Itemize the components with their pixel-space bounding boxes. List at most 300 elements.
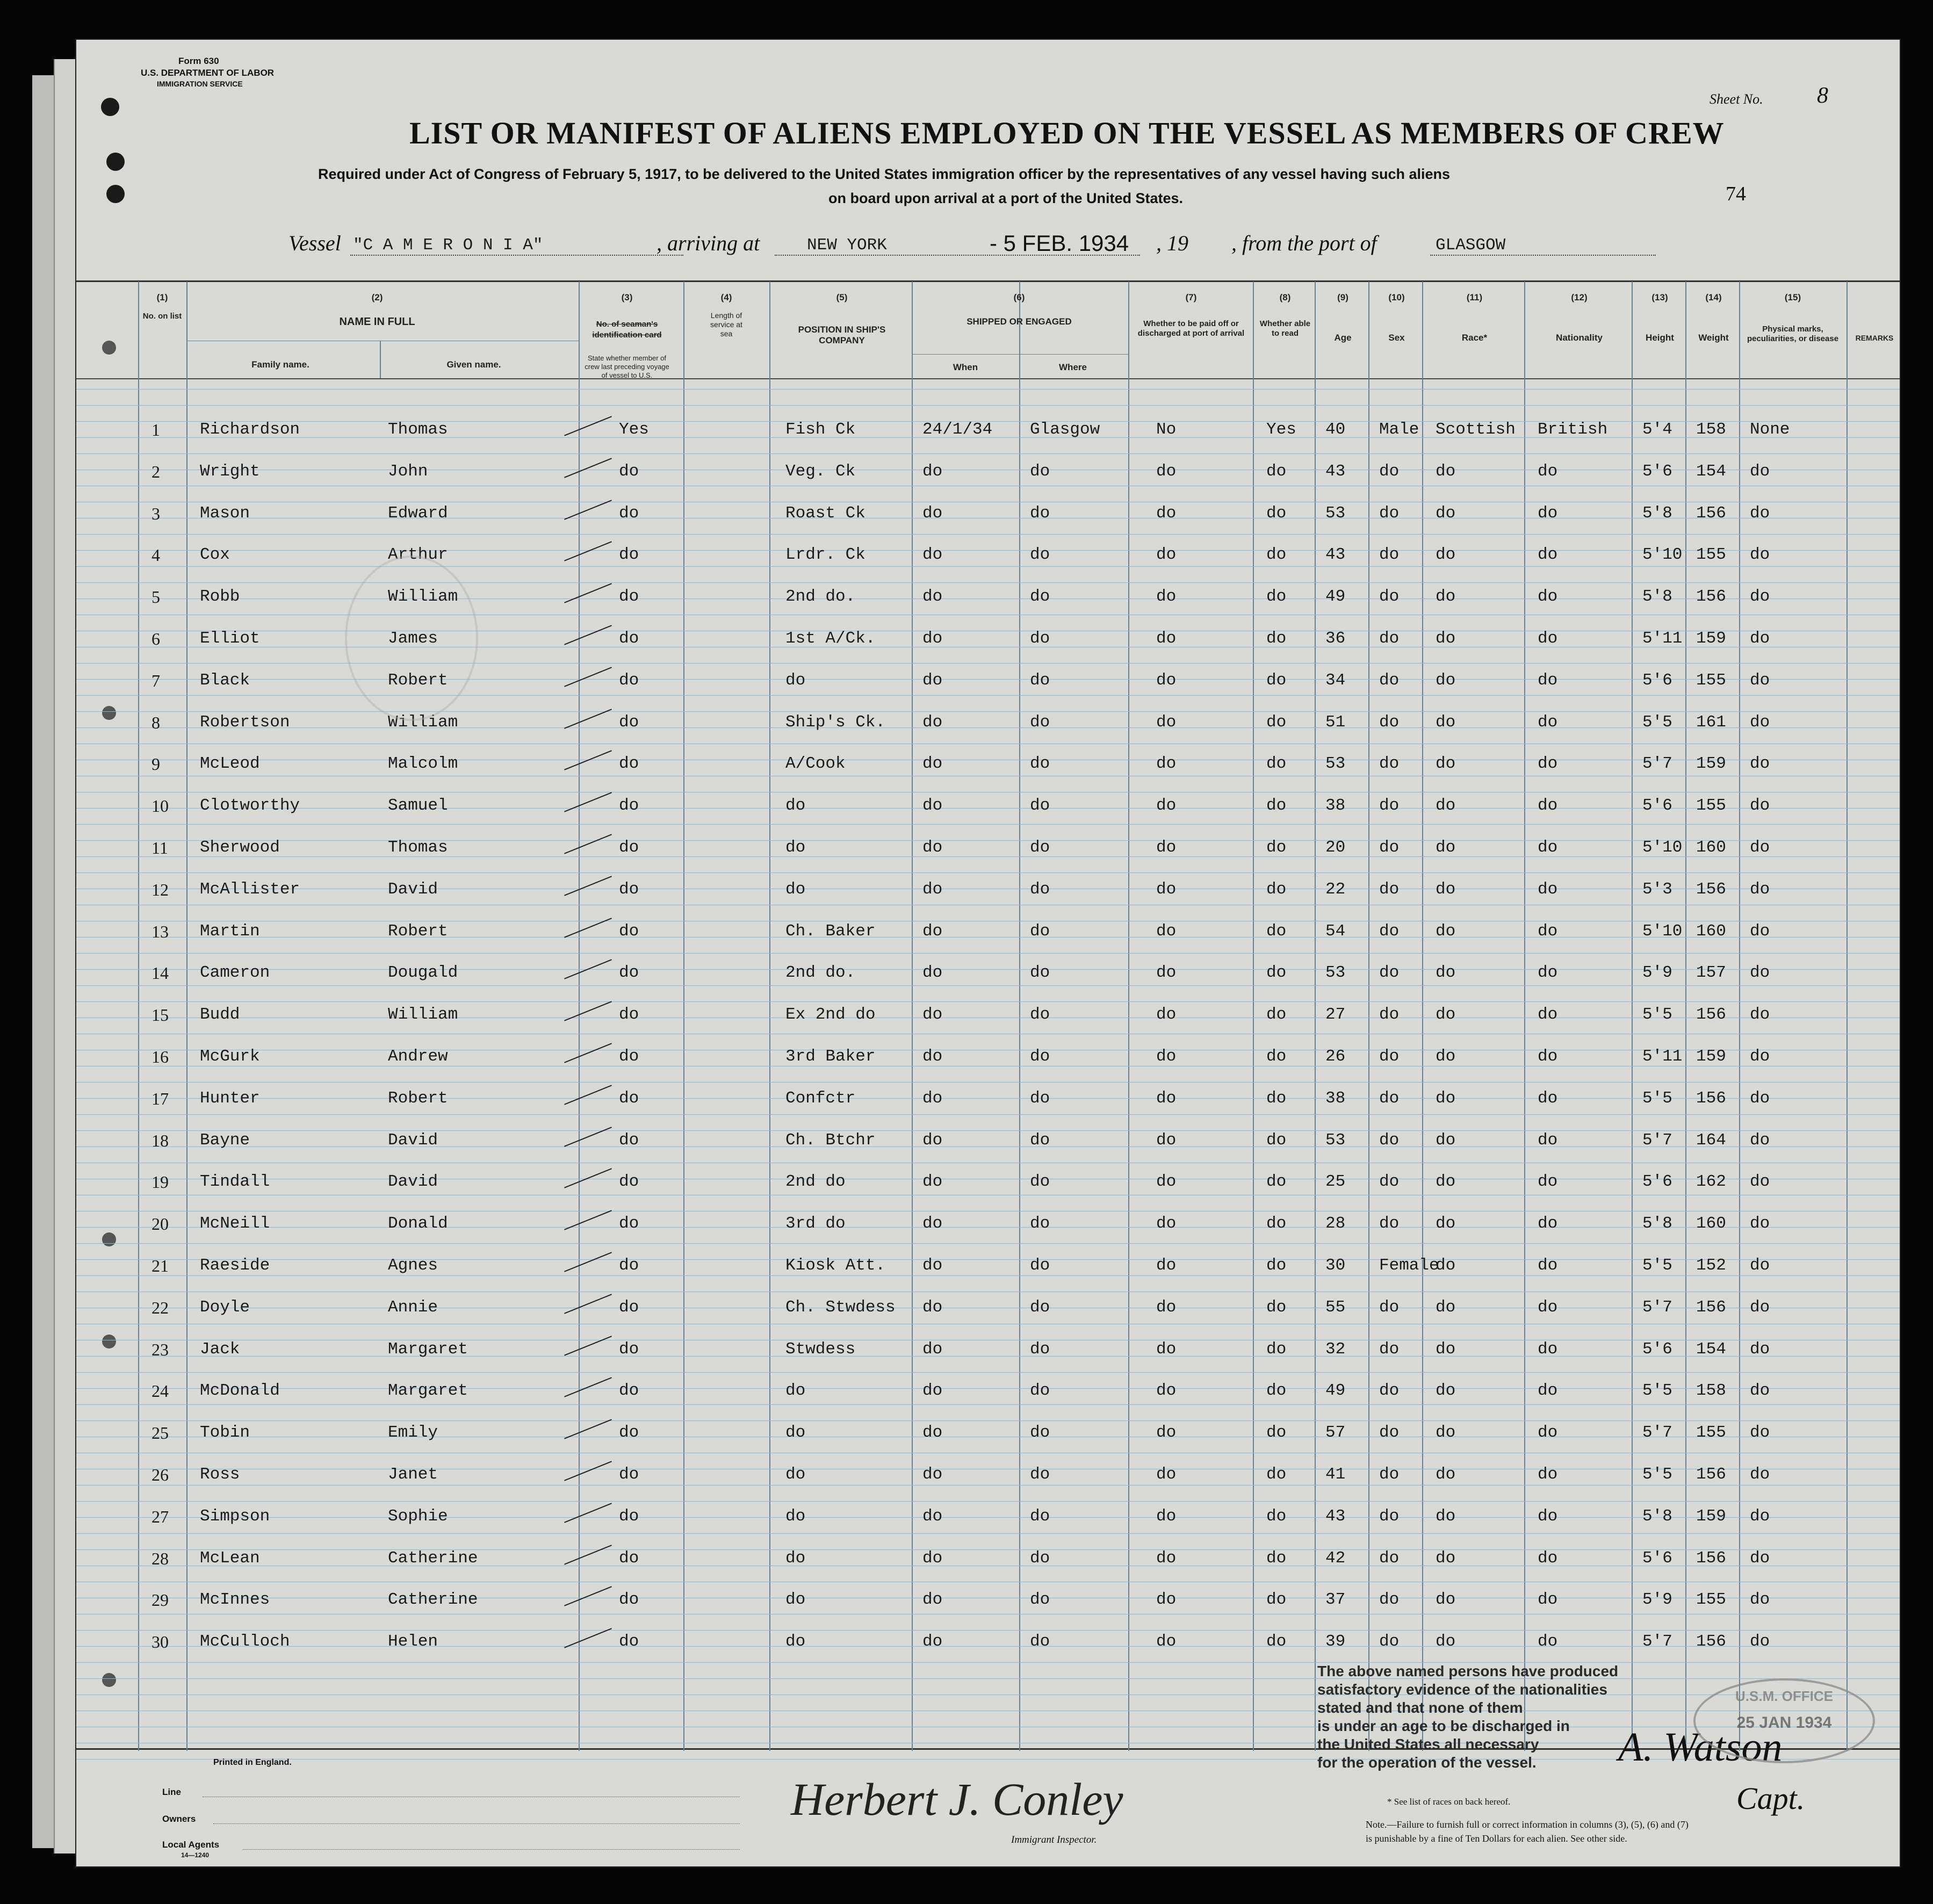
physical-marks: do — [1750, 461, 1770, 481]
nationality: do — [1538, 1172, 1558, 1192]
age: 42 — [1325, 1548, 1346, 1568]
check-mark — [564, 1336, 612, 1355]
able-to-read: do — [1266, 503, 1287, 523]
height: 5'9 — [1642, 963, 1672, 983]
check-mark — [564, 1001, 612, 1021]
race: do — [1436, 1506, 1456, 1526]
table-top-rule — [76, 280, 1900, 282]
shipped-when: do — [922, 1632, 943, 1651]
previous-voyage: do — [619, 1548, 639, 1568]
able-to-read: do — [1266, 1256, 1287, 1275]
certification-line: the United States all necessary — [1317, 1736, 1539, 1752]
age: 43 — [1325, 461, 1346, 481]
header-weight: Weight — [1698, 333, 1729, 343]
col-num: (2) — [371, 292, 383, 302]
position: 2nd do. — [785, 587, 856, 607]
shipped-where: do — [1030, 1465, 1050, 1484]
binder-hole — [101, 98, 119, 116]
paid-off: do — [1156, 1172, 1177, 1192]
paid-off: do — [1156, 1339, 1177, 1359]
shipped-where: do — [1030, 670, 1050, 690]
age: 55 — [1325, 1297, 1346, 1317]
table-row — [76, 918, 1900, 950]
shipped-where: do — [1030, 1256, 1050, 1275]
year-label: , 19 — [1156, 231, 1188, 255]
able-to-read: do — [1266, 461, 1287, 481]
family-name: Doyle — [200, 1297, 250, 1317]
paid-off: do — [1156, 503, 1177, 523]
table-row — [76, 792, 1900, 824]
nationality: do — [1538, 545, 1558, 565]
arrival-underline — [775, 255, 1140, 256]
check-mark — [564, 1377, 612, 1397]
weight: 160 — [1696, 921, 1726, 941]
position: Veg. Ck — [785, 461, 856, 481]
race: do — [1436, 796, 1456, 816]
table-row — [76, 1336, 1900, 1368]
ruled-line — [76, 953, 1900, 954]
paid-off: do — [1156, 1548, 1177, 1568]
height: 5'10 — [1642, 545, 1683, 565]
sex: do — [1379, 545, 1400, 565]
penalty-note-1: Note.—Failure to furnish full or correct information in columns (3), (5), (6) and (7) — [1366, 1819, 1689, 1830]
sheet-number: 8 — [1817, 83, 1828, 108]
row-number: 8 — [152, 712, 160, 732]
nationality: do — [1538, 1130, 1558, 1150]
given-name: Robert — [388, 921, 448, 941]
age: 57 — [1325, 1423, 1346, 1443]
race: do — [1436, 754, 1456, 774]
height: 5'5 — [1642, 1088, 1672, 1108]
family-name: McLean — [200, 1548, 260, 1568]
physical-marks: None — [1750, 420, 1790, 439]
race: do — [1436, 1005, 1456, 1025]
col-num: (12) — [1571, 292, 1588, 302]
position: 3rd Baker — [785, 1047, 876, 1066]
previous-voyage: do — [619, 754, 639, 774]
height: 5'6 — [1642, 670, 1672, 690]
weight: 159 — [1696, 754, 1726, 774]
vessel-label: Vessel — [288, 231, 341, 255]
shipped-where: do — [1030, 921, 1050, 941]
given-name: Edward — [388, 503, 448, 523]
paid-off: do — [1156, 545, 1177, 565]
height: 5'7 — [1642, 1423, 1672, 1443]
col-num: (4) — [720, 292, 732, 302]
position: do — [785, 670, 806, 690]
check-mark — [564, 1628, 612, 1648]
header-paid-off: Whether to be paid off or discharged at port of arrival — [1137, 319, 1245, 338]
check-mark — [564, 416, 612, 436]
age: 38 — [1325, 796, 1346, 816]
physical-marks: do — [1750, 1130, 1770, 1150]
given-name: Catherine — [388, 1548, 478, 1568]
header-height: Height — [1646, 333, 1674, 343]
paid-off: do — [1156, 1297, 1177, 1317]
shipped-where: Glasgow — [1030, 420, 1100, 439]
given-name: Annie — [388, 1297, 438, 1317]
height: 5'8 — [1642, 1214, 1672, 1234]
subtitle-line-1: Required under Act of Congress of February 5, 1917, to be delivered to the United States immigration officer by the representatives of any vessel having such aliens — [318, 166, 1451, 182]
weight: 164 — [1696, 1130, 1726, 1150]
height: 5'10 — [1642, 838, 1683, 857]
weight: 159 — [1696, 629, 1726, 648]
service: IMMIGRATION SERVICE — [157, 80, 243, 88]
physical-marks: do — [1750, 1506, 1770, 1526]
sex: do — [1379, 461, 1400, 481]
family-name: Elliot — [200, 629, 260, 648]
family-name: Budd — [200, 1005, 240, 1025]
nationality: do — [1538, 754, 1558, 774]
paid-off: do — [1156, 796, 1177, 816]
age: 22 — [1325, 879, 1346, 899]
physical-marks: do — [1750, 1381, 1770, 1401]
sex: do — [1379, 629, 1400, 648]
shipped-where: do — [1030, 1047, 1050, 1066]
family-name: Wright — [200, 461, 260, 481]
age: 53 — [1325, 754, 1346, 774]
paid-off: No — [1156, 420, 1177, 439]
row-number: 14 — [152, 963, 169, 983]
height: 5'8 — [1642, 1506, 1672, 1526]
age: 37 — [1325, 1590, 1346, 1610]
race: do — [1436, 670, 1456, 690]
shipped-where: do — [1030, 1088, 1050, 1108]
col-num: (6) — [1013, 292, 1025, 302]
agents-field — [243, 1849, 740, 1850]
physical-marks: do — [1750, 1172, 1770, 1192]
check-mark — [564, 918, 612, 937]
previous-voyage: do — [619, 1214, 639, 1234]
height: 5'6 — [1642, 461, 1672, 481]
page-title: LIST OR MANIFEST OF ALIENS EMPLOYED ON THE VESSEL AS MEMBERS OF CREW — [409, 116, 1725, 150]
able-to-read: do — [1266, 754, 1287, 774]
given-name: Thomas — [388, 838, 448, 857]
nationality: do — [1538, 963, 1558, 983]
position: 2nd do — [785, 1172, 846, 1192]
family-name: Cox — [200, 545, 230, 565]
given-name: Margaret — [388, 1339, 468, 1359]
paid-off: do — [1156, 587, 1177, 607]
able-to-read: do — [1266, 921, 1287, 941]
previous-voyage: do — [619, 1005, 639, 1025]
header-split-rule — [1019, 354, 1020, 378]
physical-marks: do — [1750, 629, 1770, 648]
paid-off: do — [1156, 838, 1177, 857]
position: Kiosk Att. — [785, 1256, 886, 1275]
age: 41 — [1325, 1465, 1346, 1484]
paid-off: do — [1156, 963, 1177, 983]
family-name: Tobin — [200, 1423, 250, 1443]
sex: do — [1379, 1088, 1400, 1108]
given-name: Malcolm — [388, 754, 458, 774]
family-name: Sherwood — [200, 838, 280, 857]
manifest-sheet — [75, 39, 1901, 1867]
weight: 155 — [1696, 670, 1726, 690]
age: 32 — [1325, 1339, 1346, 1359]
row-number: 28 — [152, 1548, 169, 1568]
nationality: do — [1538, 1465, 1558, 1484]
able-to-read: do — [1266, 1047, 1287, 1066]
master-signature: A. Watson — [1618, 1725, 1783, 1770]
physical-marks: do — [1750, 1047, 1770, 1066]
height: 5'4 — [1642, 420, 1672, 439]
check-mark — [564, 1169, 612, 1188]
shipped-when: do — [922, 921, 943, 941]
nationality: do — [1538, 503, 1558, 523]
physical-marks: do — [1750, 1005, 1770, 1025]
paid-off: do — [1156, 1005, 1177, 1025]
check-mark — [564, 751, 612, 770]
table-row — [76, 1043, 1900, 1075]
header-when: When — [953, 362, 978, 372]
weight: 155 — [1696, 1423, 1726, 1443]
nationality: do — [1538, 461, 1558, 481]
weight: 157 — [1696, 963, 1726, 983]
position: 3rd do — [785, 1214, 846, 1234]
physical-marks: do — [1750, 670, 1770, 690]
certification-line: satisfactory evidence of the nationalities — [1317, 1681, 1607, 1698]
previous-voyage: do — [619, 587, 639, 607]
able-to-read: do — [1266, 1005, 1287, 1025]
given-name: Margaret — [388, 1381, 468, 1401]
height: 5'6 — [1642, 1548, 1672, 1568]
able-to-read: do — [1266, 1423, 1287, 1443]
given-name: David — [388, 1130, 438, 1150]
paid-off: do — [1156, 670, 1177, 690]
agents-label: Local Agents — [162, 1840, 220, 1850]
given-name: Donald — [388, 1214, 448, 1234]
able-to-read: do — [1266, 545, 1287, 565]
shipped-when: do — [922, 1465, 943, 1484]
race: do — [1436, 838, 1456, 857]
sheet-label: Sheet No. — [1710, 91, 1763, 107]
departure-port: GLASGOW — [1436, 236, 1506, 255]
position: do — [785, 1381, 806, 1401]
nationality: do — [1538, 1590, 1558, 1610]
race: do — [1436, 545, 1456, 565]
shipped-where: do — [1030, 503, 1050, 523]
row-number: 17 — [152, 1088, 169, 1108]
previous-voyage: do — [619, 1590, 639, 1610]
family-name: Simpson — [200, 1506, 270, 1526]
able-to-read: do — [1266, 1590, 1287, 1610]
race: do — [1436, 629, 1456, 648]
shipped-when: 24/1/34 — [922, 420, 993, 439]
shipped-where: do — [1030, 712, 1050, 732]
previous-voyage: do — [619, 629, 639, 648]
header-nationality: Nationality — [1556, 333, 1603, 343]
shipped-where: do — [1030, 587, 1050, 607]
race: do — [1436, 712, 1456, 732]
position: Roast Ck — [785, 503, 865, 523]
weight: 159 — [1696, 1047, 1726, 1066]
nationality: do — [1538, 796, 1558, 816]
physical-marks: do — [1750, 1548, 1770, 1568]
previous-voyage: do — [619, 1423, 639, 1443]
weight: 158 — [1696, 420, 1726, 439]
ruled-line — [76, 1082, 1900, 1083]
race: do — [1436, 963, 1456, 983]
nationality: do — [1538, 1047, 1558, 1066]
position: do — [785, 1423, 806, 1443]
sex: do — [1379, 921, 1400, 941]
header-split-rule — [380, 341, 381, 378]
shipped-when: do — [922, 1548, 943, 1568]
race: do — [1436, 1088, 1456, 1108]
paid-off: do — [1156, 879, 1177, 899]
age: 53 — [1325, 963, 1346, 983]
given-name: Catherine — [388, 1590, 478, 1610]
sex: do — [1379, 1214, 1400, 1234]
shipped-where: do — [1030, 1590, 1050, 1610]
faint-stamp — [345, 556, 478, 721]
physical-marks: do — [1750, 1214, 1770, 1234]
check-mark — [564, 1127, 612, 1146]
departure-underline — [1430, 255, 1656, 256]
height: 5'5 — [1642, 1381, 1672, 1401]
weight: 156 — [1696, 1088, 1726, 1108]
physical-marks: do — [1750, 712, 1770, 732]
shipped-when: do — [922, 838, 943, 857]
check-mark — [564, 1545, 612, 1564]
nationality: do — [1538, 1088, 1558, 1108]
binder-hole — [102, 341, 116, 355]
nationality: do — [1538, 712, 1558, 732]
sex: do — [1379, 754, 1400, 774]
printed-in: Printed in England. — [213, 1758, 292, 1767]
ruled-line — [76, 1372, 1900, 1373]
height: 5'5 — [1642, 1005, 1672, 1025]
race: do — [1436, 587, 1456, 607]
previous-voyage: do — [619, 712, 639, 732]
shipped-where: do — [1030, 1297, 1050, 1317]
race: do — [1436, 1047, 1456, 1066]
table-row — [76, 500, 1900, 532]
col-num: (7) — [1185, 292, 1197, 302]
row-number: 29 — [152, 1590, 169, 1610]
owners-field — [213, 1823, 740, 1824]
race: do — [1436, 1590, 1456, 1610]
binder-hole — [106, 153, 125, 171]
given-name: Agnes — [388, 1256, 438, 1275]
table-row — [76, 667, 1900, 699]
shipped-when: do — [922, 1381, 943, 1401]
able-to-read: do — [1266, 1632, 1287, 1651]
nationality: do — [1538, 1256, 1558, 1275]
table-row — [76, 1085, 1900, 1117]
age: 54 — [1325, 921, 1346, 941]
shipped-when: do — [922, 963, 943, 983]
subtitle-line-2: on board upon arrival at a port of the United States. — [828, 190, 1184, 206]
given-name: John — [388, 461, 428, 481]
table-row — [76, 1168, 1900, 1200]
header-read: Whether able to read — [1259, 319, 1311, 338]
able-to-read: do — [1266, 879, 1287, 899]
certification-line: The above named persons have produced — [1317, 1663, 1619, 1679]
nationality: do — [1538, 879, 1558, 899]
shipped-where: do — [1030, 796, 1050, 816]
position: do — [785, 838, 806, 857]
arrival-date: - 5 FEB. 1934 — [990, 230, 1129, 256]
header-physical-marks: Physical marks, peculiarities, or disease — [1747, 324, 1839, 343]
family-name: McAllister — [200, 879, 300, 899]
row-number: 3 — [152, 503, 160, 523]
family-name: Clotworthy — [200, 796, 300, 816]
header-divider — [76, 378, 1900, 379]
table-row — [76, 1210, 1900, 1242]
shipped-where: do — [1030, 545, 1050, 565]
table-row — [76, 1377, 1900, 1409]
row-number: 18 — [152, 1130, 169, 1150]
shipped-where: do — [1030, 629, 1050, 648]
previous-voyage: do — [619, 1339, 639, 1359]
row-number: 23 — [152, 1339, 169, 1359]
ruled-line — [76, 1243, 1900, 1244]
previous-voyage: do — [619, 921, 639, 941]
previous-voyage: do — [619, 963, 639, 983]
nationality: do — [1538, 1214, 1558, 1234]
header-length-service: Length of service at sea — [710, 311, 742, 338]
weight: 154 — [1696, 1339, 1726, 1359]
able-to-read: do — [1266, 587, 1287, 607]
position: 2nd do. — [785, 963, 856, 983]
previous-voyage: do — [619, 1632, 639, 1651]
height: 5'7 — [1642, 1297, 1672, 1317]
previous-voyage: do — [619, 1256, 639, 1275]
owners-label: Owners — [162, 1814, 196, 1824]
given-name: William — [388, 1005, 458, 1025]
shipped-where: do — [1030, 1130, 1050, 1150]
form-code: 14—1240 — [181, 1851, 210, 1859]
race: do — [1436, 461, 1456, 481]
row-number: 10 — [152, 796, 169, 816]
check-mark — [564, 709, 612, 729]
physical-marks: do — [1750, 1297, 1770, 1317]
row-number: 16 — [152, 1047, 169, 1066]
check-mark — [564, 1294, 612, 1314]
shipped-where: do — [1030, 1423, 1050, 1443]
shipped-when: do — [922, 796, 943, 816]
nationality: do — [1538, 1423, 1558, 1443]
shipped-where: do — [1030, 963, 1050, 983]
col-num: (8) — [1279, 292, 1291, 302]
age: 38 — [1325, 1088, 1346, 1108]
sex: do — [1379, 1047, 1400, 1066]
paid-off: do — [1156, 1047, 1177, 1066]
table-row — [76, 959, 1900, 991]
able-to-read: do — [1266, 1130, 1287, 1150]
paid-off: do — [1156, 1632, 1177, 1651]
height: 5'7 — [1642, 754, 1672, 774]
given-name: Thomas — [388, 420, 448, 439]
previous-voyage: do — [619, 461, 639, 481]
previous-voyage: do — [619, 670, 639, 690]
check-mark — [564, 1461, 612, 1481]
age: 53 — [1325, 1130, 1346, 1150]
col-num: (15) — [1784, 292, 1801, 302]
header-age: Age — [1334, 333, 1352, 343]
shipped-where: do — [1030, 1548, 1050, 1568]
table-row — [76, 1461, 1900, 1493]
sex: do — [1379, 1465, 1400, 1484]
given-name: Dougald — [388, 963, 458, 983]
given-name: David — [388, 879, 438, 899]
race: do — [1436, 921, 1456, 941]
ruled-line — [76, 389, 1900, 390]
position: Stwdess — [785, 1339, 856, 1359]
able-to-read: do — [1266, 1172, 1287, 1192]
